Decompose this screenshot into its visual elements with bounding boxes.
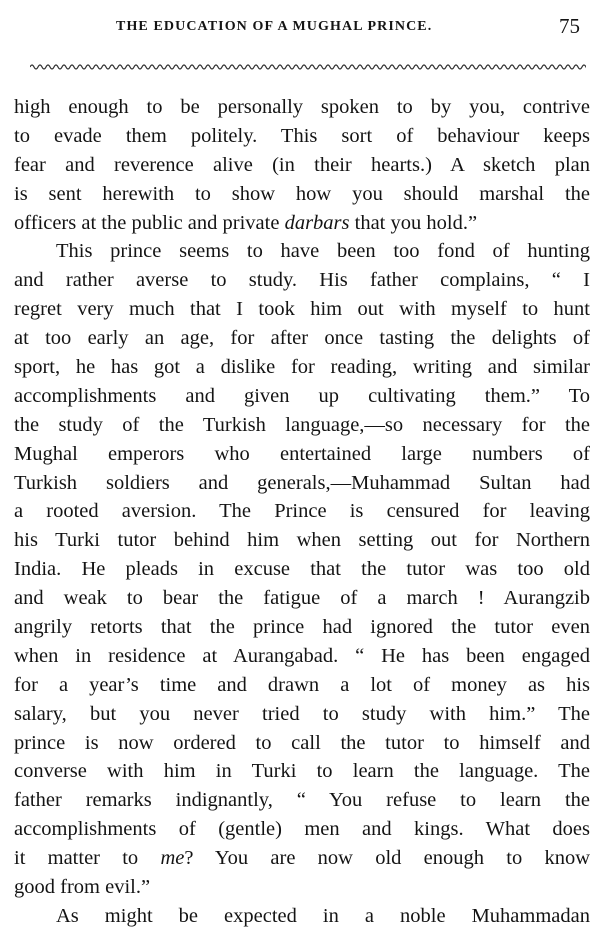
text-line: high enough to be personally spoken to by you, contrive [14,96,590,118]
italic-term: me [160,847,185,870]
text-line: and rather averse to study. His father complains, “ I [14,269,590,292]
text-line: and weak to bear the fatigue of a march ! Aurangzib [14,587,590,610]
text-line: This prince seems to have been too fond of hunting [56,240,590,263]
text-fragment: officers at the public and private [14,211,285,234]
text-line: sport, he has got a dislike for reading, writing and similar [14,356,590,379]
running-title: THE EDUCATION OF A MUGHAL PRINCE. [116,19,433,34]
text-line: for a year’s time and drawn a lot of money as his [14,673,590,696]
text-fragment: that you hold.” [349,211,478,234]
text-line: accomplishments and given up cultivating them.” To [14,384,590,407]
text-line: prince is now ordered to call the tutor to himself and [14,731,590,754]
text-line: a rooted aversion. The Prince is censured for leaving [14,500,590,523]
text-line: his Turki tutor behind him when setting out for Northern [14,529,590,552]
text-line: to evade them politely. This sort of behaviour keeps [14,124,590,147]
text-line: Turkish soldiers and generals,—Muhammad Sultan had [14,471,590,494]
body-text [14,93,590,931]
text-line: India. He pleads in excuse that the tutor was too old [14,558,590,581]
text-line: the study of the Turkish language,—so necessary for the [14,413,590,436]
text-line: As might be expected in a noble Muhammadan [56,904,590,927]
text-line: when in residence at Aurangabad. “ He has been engaged [14,644,590,667]
text-line: father remarks indignantly, “ You refuse to learn the [14,789,590,812]
text-line: good from evil.” [14,876,151,899]
wavy-rule [30,62,586,72]
text-line: is sent herewith to show how you should marshal the [14,182,590,205]
text-line: fear and reverence alive (in their hearts.) A sketch plan [14,153,590,176]
text-line: accomplishments of (gentle) men and kings. What does [14,818,590,841]
italic-term: darbars [284,211,350,234]
text-line: Mughal emperors who entertained large numbers of [14,442,590,465]
text-line: angrily retorts that the prince had ignored the tutor even [14,616,590,639]
text-line: converse with him in Turki to learn the language. The [14,760,590,783]
running-head [0,14,600,43]
text-line: salary, but you never tried to study with him.” The [14,702,590,725]
text-fragment: it matter to [14,847,161,870]
text-line: at too early an age, for after once tasting the delights of [14,327,590,350]
page-number: 75 [559,14,580,38]
text-line [14,209,590,238]
text-line: regret very much that I took him out with myself to hunt [14,298,590,321]
text-fragment: ? You are now old enough to know [184,847,591,870]
text-line [14,844,590,873]
